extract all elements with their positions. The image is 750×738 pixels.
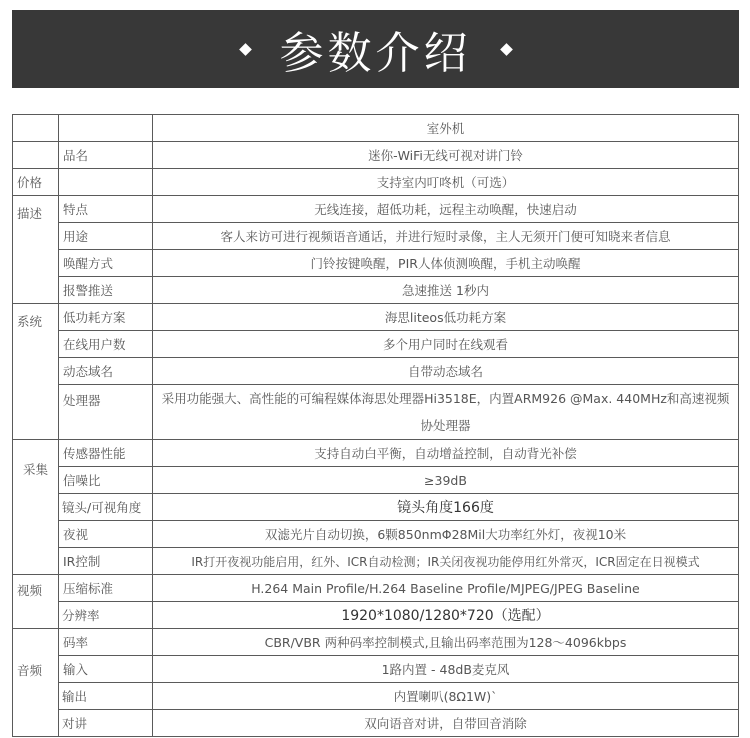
value-cell: 采用功能强大、高性能的可编程媒体海思处理器Hi3518E，内置ARM926 @Max. 440MHz和高速视频协处理器: [153, 385, 739, 440]
value-cell: ≥39dB: [153, 467, 739, 494]
spec-table: [12, 114, 739, 737]
label-cell: 特点: [59, 196, 153, 223]
table-row: [13, 115, 739, 142]
table-row: [13, 629, 739, 656]
label-cell: 夜视: [59, 521, 153, 548]
label-cell: 在线用户数: [59, 331, 153, 358]
category-cell-audio: 音频: [13, 629, 59, 737]
table-row: [13, 385, 739, 440]
value-cell: 无线连接，超低功耗，远程主动唤醒，快速启动: [153, 196, 739, 223]
value-cell: IR打开夜视功能启用，红外、ICR自动检测；IR关闭夜视功能停用红外常灭，ICR固定在日视模式: [153, 548, 739, 575]
table-row: [13, 440, 739, 467]
value-cell: 多个用户同时在线观看: [153, 331, 739, 358]
value-cell: 1路内置 - 48dB麦克风: [153, 656, 739, 683]
value-cell: 室外机: [153, 115, 739, 142]
table-row: [13, 521, 739, 548]
page-title: 参数介绍: [279, 28, 472, 79]
category-cell-description: 描述: [13, 196, 59, 304]
value-cell: CBR/VBR 两种码率控制模式,且输出码率范围为128～4096kbps: [153, 629, 739, 656]
value-cell: H.264 Main Profile/H.264 Baseline Profile/MJPEG/JPEG Baseline: [153, 575, 739, 602]
label-cell: [59, 115, 153, 142]
label-cell: 分辨率: [59, 602, 153, 629]
table-row: [13, 494, 739, 521]
label-cell: 动态域名: [59, 358, 153, 385]
label-cell: 对讲: [59, 710, 153, 737]
value-cell: 双滤光片自动切换，6颗850nmΦ28Mil大功率红外灯，夜视10米: [153, 521, 739, 548]
label-cell: 处理器: [59, 385, 153, 440]
category-cell: [13, 142, 59, 169]
value-cell: 海思liteos低功耗方案: [153, 304, 739, 331]
label-cell: 压缩标准: [59, 575, 153, 602]
table-row: [13, 142, 739, 169]
category-cell-capture: 采集: [13, 440, 59, 575]
value-cell: 急速推送 1秒内: [153, 277, 739, 304]
label-cell: 镜头/可视角度: [59, 494, 153, 521]
diamond-left-icon: [239, 43, 252, 56]
label-cell: 低功耗方案: [59, 304, 153, 331]
table-row: [13, 250, 739, 277]
table-row: [13, 548, 739, 575]
category-cell-price: 价格: [13, 169, 59, 196]
label-cell: 报警推送: [59, 277, 153, 304]
value-cell: 客人来访可进行视频语音通话，并进行短时录像，主人无须开门便可知晓来者信息: [153, 223, 739, 250]
diamond-right-icon: [500, 43, 513, 56]
value-cell: 自带动态域名: [153, 358, 739, 385]
label-cell: [59, 169, 153, 196]
value-cell: 支持自动白平衡，自动增益控制，自动背光补偿: [153, 440, 739, 467]
category-cell: [13, 115, 59, 142]
table-row: [13, 467, 739, 494]
table-row: [13, 656, 739, 683]
table-row: [13, 169, 739, 196]
table-row: [13, 575, 739, 602]
table-row: [13, 196, 739, 223]
value-cell: 镜头角度166度: [153, 494, 739, 521]
value-cell: 迷你-WiFi无线可视对讲门铃: [153, 142, 739, 169]
table-row: [13, 710, 739, 737]
table-row: [13, 304, 739, 331]
table-row: [13, 223, 739, 250]
label-cell: 用途: [59, 223, 153, 250]
table-row: [13, 331, 739, 358]
label-cell: 唤醒方式: [59, 250, 153, 277]
value-cell: 门铃按键唤醒，PIR人体侦测唤醒，手机主动唤醒: [153, 250, 739, 277]
label-cell: IR控制: [59, 548, 153, 575]
value-cell: 支持室内叮咚机（可选）: [153, 169, 739, 196]
value-cell: 1920*1080/1280*720（选配）: [153, 602, 739, 629]
header-banner: [12, 10, 739, 88]
category-cell-system: 系统: [13, 304, 59, 440]
table-row: [13, 602, 739, 629]
table-row: [13, 358, 739, 385]
label-cell: 品名: [59, 142, 153, 169]
value-cell: 内置喇叭(8Ω1W)`: [153, 683, 739, 710]
value-cell: 双向语音对讲，自带回音消除: [153, 710, 739, 737]
label-cell: 码率: [59, 629, 153, 656]
label-cell: 传感器性能: [59, 440, 153, 467]
label-cell: 输出: [59, 683, 153, 710]
table-row: [13, 277, 739, 304]
label-cell: 信噪比: [59, 467, 153, 494]
label-cell: 输入: [59, 656, 153, 683]
category-cell-video: 视频: [13, 575, 59, 629]
table-row: [13, 683, 739, 710]
